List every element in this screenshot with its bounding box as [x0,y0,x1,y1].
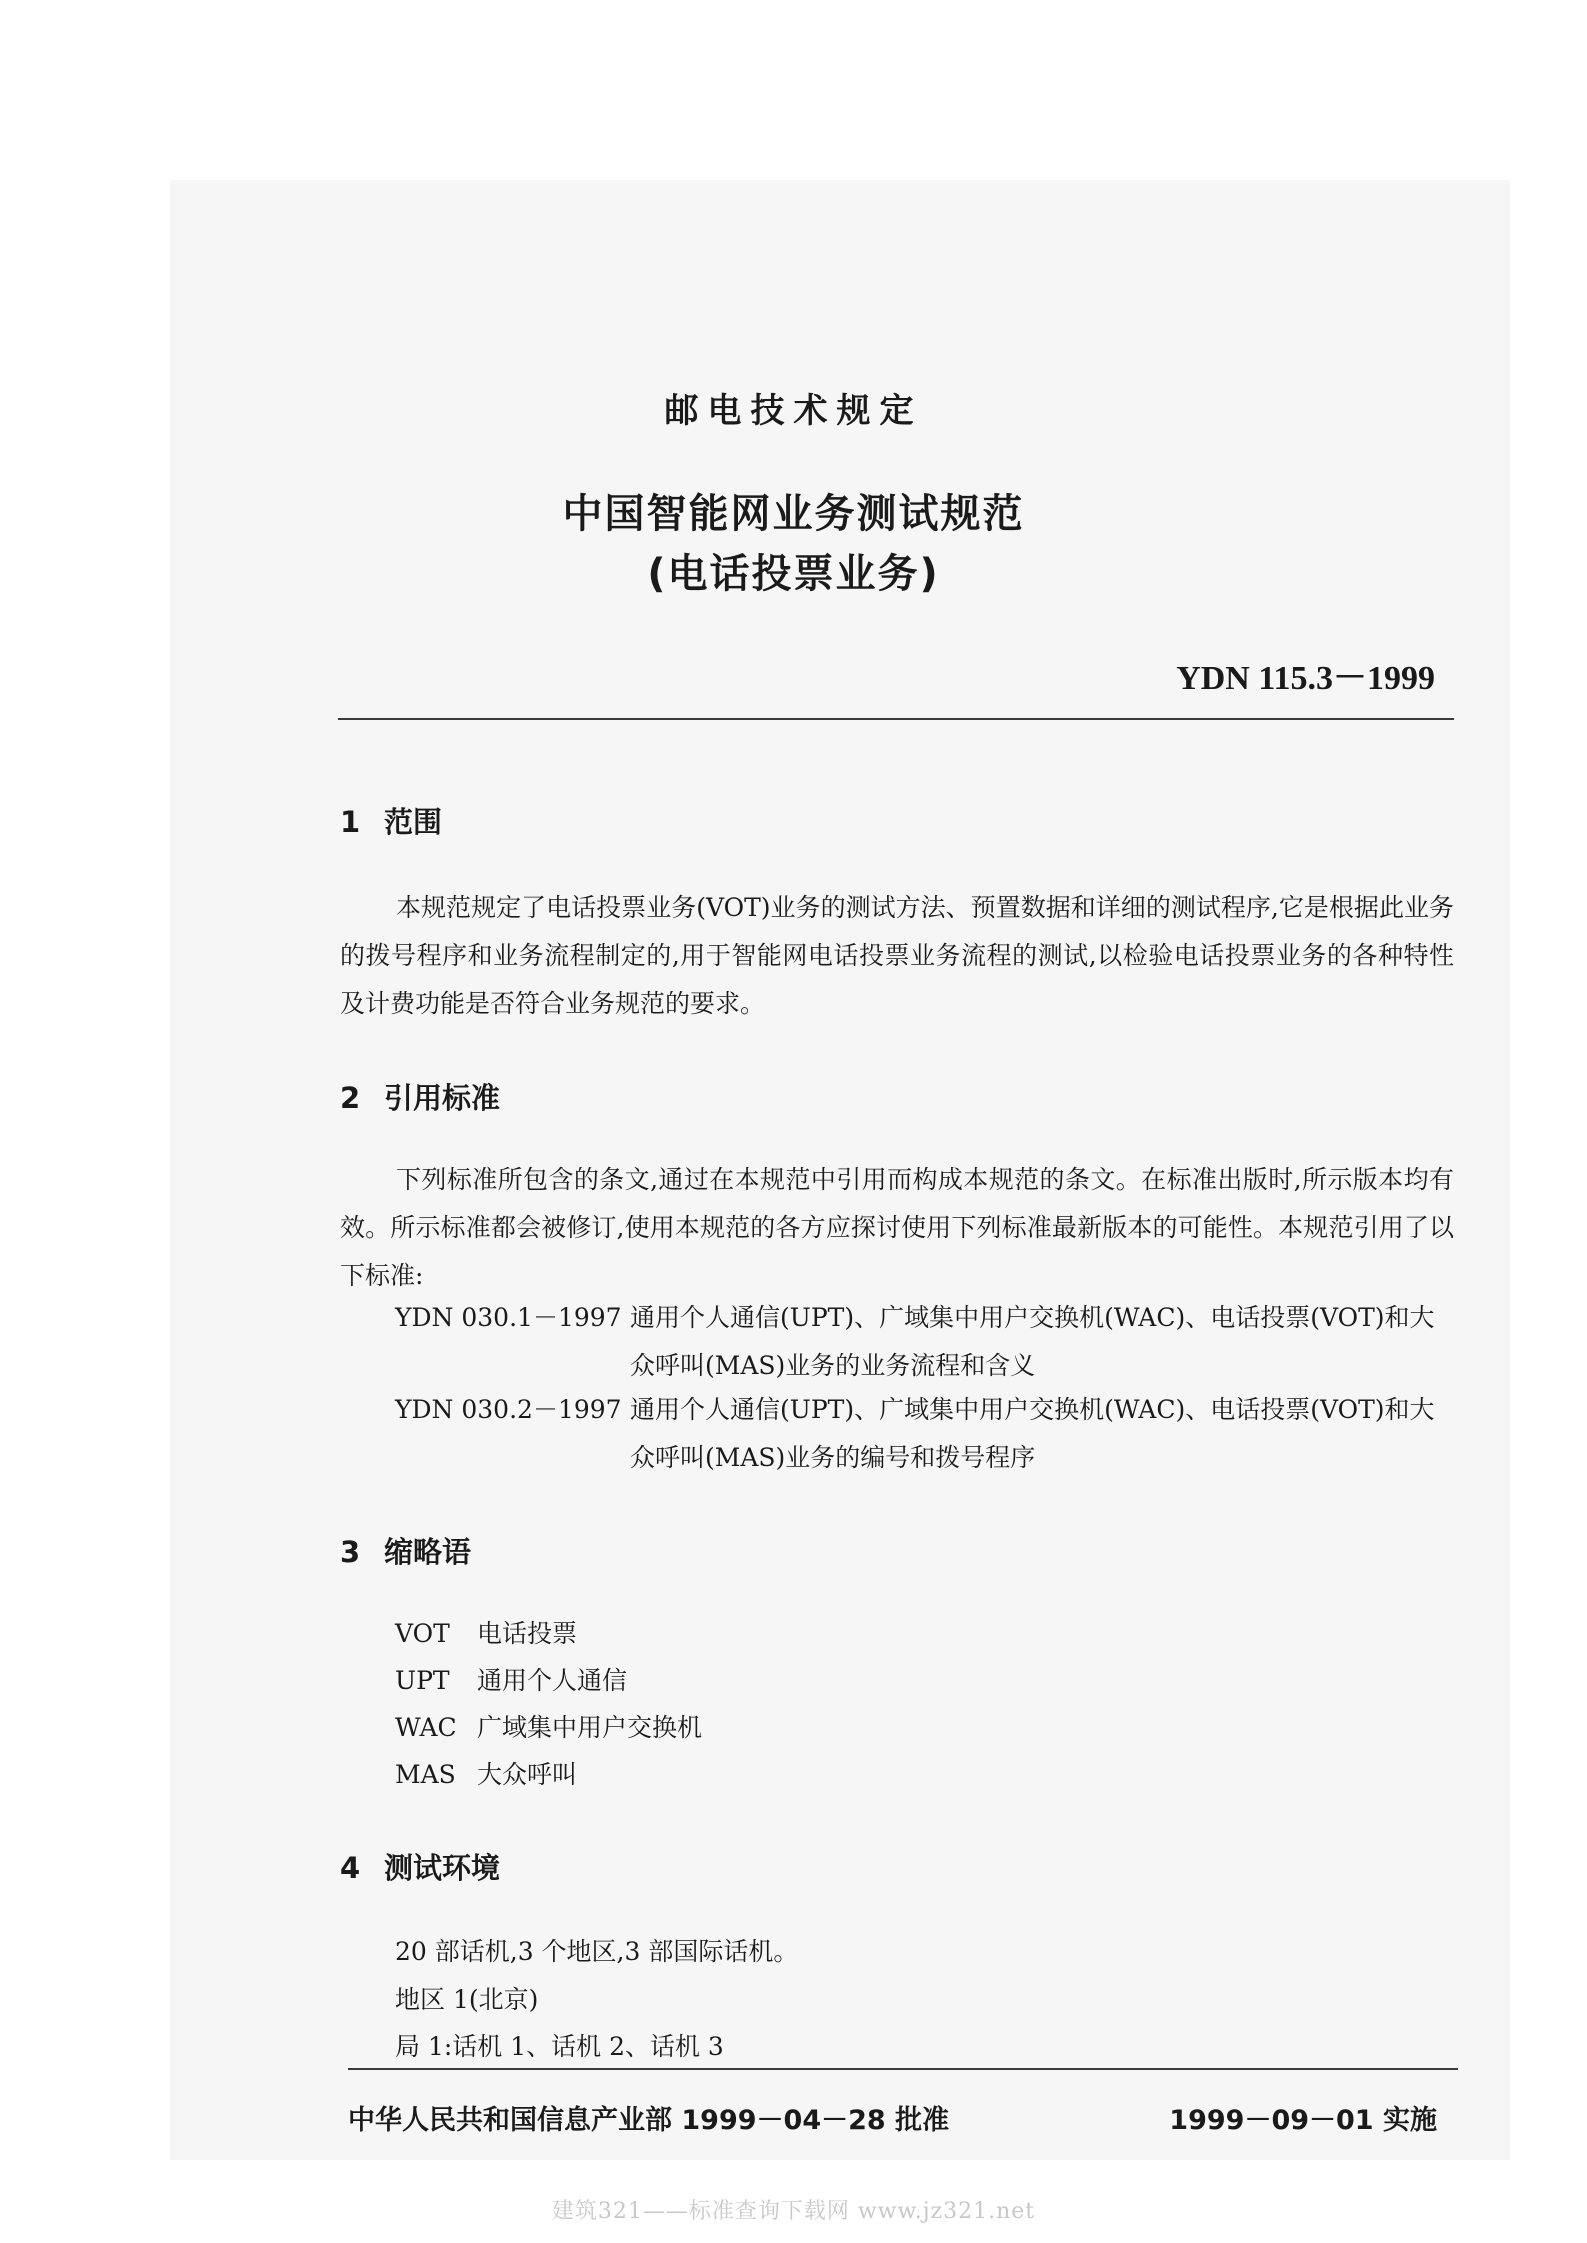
section-2-heading [340,1076,500,1117]
environment-line: 20 部话机,3 个地区,3 部国际话机。 [395,1937,799,1966]
abbreviation-key: VOT [395,1619,450,1648]
section-title: 测试环境 [384,1851,501,1885]
reference-code: YDN 030.1－1997 [395,1303,622,1332]
abbreviation-meaning: 通用个人通信 [476,1666,627,1695]
watermark-text: 建筑321——标准查询下载网 www.jz321.net [551,2199,1036,2224]
section-4-heading [340,1846,500,1887]
abbreviation-item [395,1751,577,1799]
section-2-body: 下列标准所包含的条文,通过在本规范中引用而构成本规范的条文。在标准出版时,所示版本均有效。所示标准都会被修订,使用本规范的各方应探讨使用下列标准最新版本的可能性。本规范引用了以下标准: [340,1165,1454,1290]
abbreviation-key: WAC [395,1713,457,1742]
standard-code: YDN 115.3－1999 [1176,660,1435,697]
section-1-body: 本规范规定了电话投票业务(VOT)业务的测试方法、预置数据和详细的测试程序,它是根据此业务的拨号程序和业务流程制定的,用于智能网电话投票业务流程的测试,以检验电话投票业务的各种特性及计费功能是否符合业务规范的要求。 [340,893,1454,1018]
abbreviation-meaning: 广域集中用户交换机 [476,1713,702,1742]
abbreviation-item [395,1657,627,1705]
reference-description: 通用个人通信(UPT)、广域集中用户交换机(WAC)、电话投票(VOT)和大众呼叫(MAS)业务的编号和拨号程序 [630,1395,1435,1472]
abbreviation-meaning: 大众呼叫 [476,1760,577,1789]
document-category: 邮电技术规定 [664,391,923,431]
section-3-heading [340,1530,471,1571]
abbreviation-item [395,1704,702,1752]
header-divider [338,718,1454,720]
approval-date: 中华人民共和国信息产业部 1999－04－28 批准 [348,2105,950,2136]
section-title: 范围 [384,805,443,839]
section-number: 3 [340,1535,361,1569]
abbreviation-meaning: 电话投票 [476,1619,577,1648]
effective-date: 1999－09－01 实施 [1169,2105,1437,2136]
environment-line: 地区 1(北京) [395,1985,539,2014]
section-title: 引用标准 [384,1081,501,1115]
section-number: 2 [340,1081,361,1115]
document-subtitle: (电话投票业务) [647,551,940,597]
footer-divider [348,2068,1458,2070]
document-title: 中国智能网业务测试规范 [562,491,1025,537]
section-1-heading [340,800,442,841]
reference-item [395,1294,1455,1390]
reference-description: 通用个人通信(UPT)、广域集中用户交换机(WAC)、电话投票(VOT)和大众呼叫(MAS)业务的业务流程和含义 [630,1303,1435,1380]
reference-item [395,1386,1455,1482]
section-number: 4 [340,1851,361,1885]
abbreviation-item [395,1610,577,1658]
section-number: 1 [340,805,361,839]
section-title: 缩略语 [384,1535,472,1569]
reference-code: YDN 030.2－1997 [395,1395,622,1424]
abbreviation-key: UPT [395,1666,450,1695]
abbreviation-key: MAS [395,1760,456,1789]
environment-line: 局 1:话机 1、话机 2、话机 3 [395,2032,724,2061]
